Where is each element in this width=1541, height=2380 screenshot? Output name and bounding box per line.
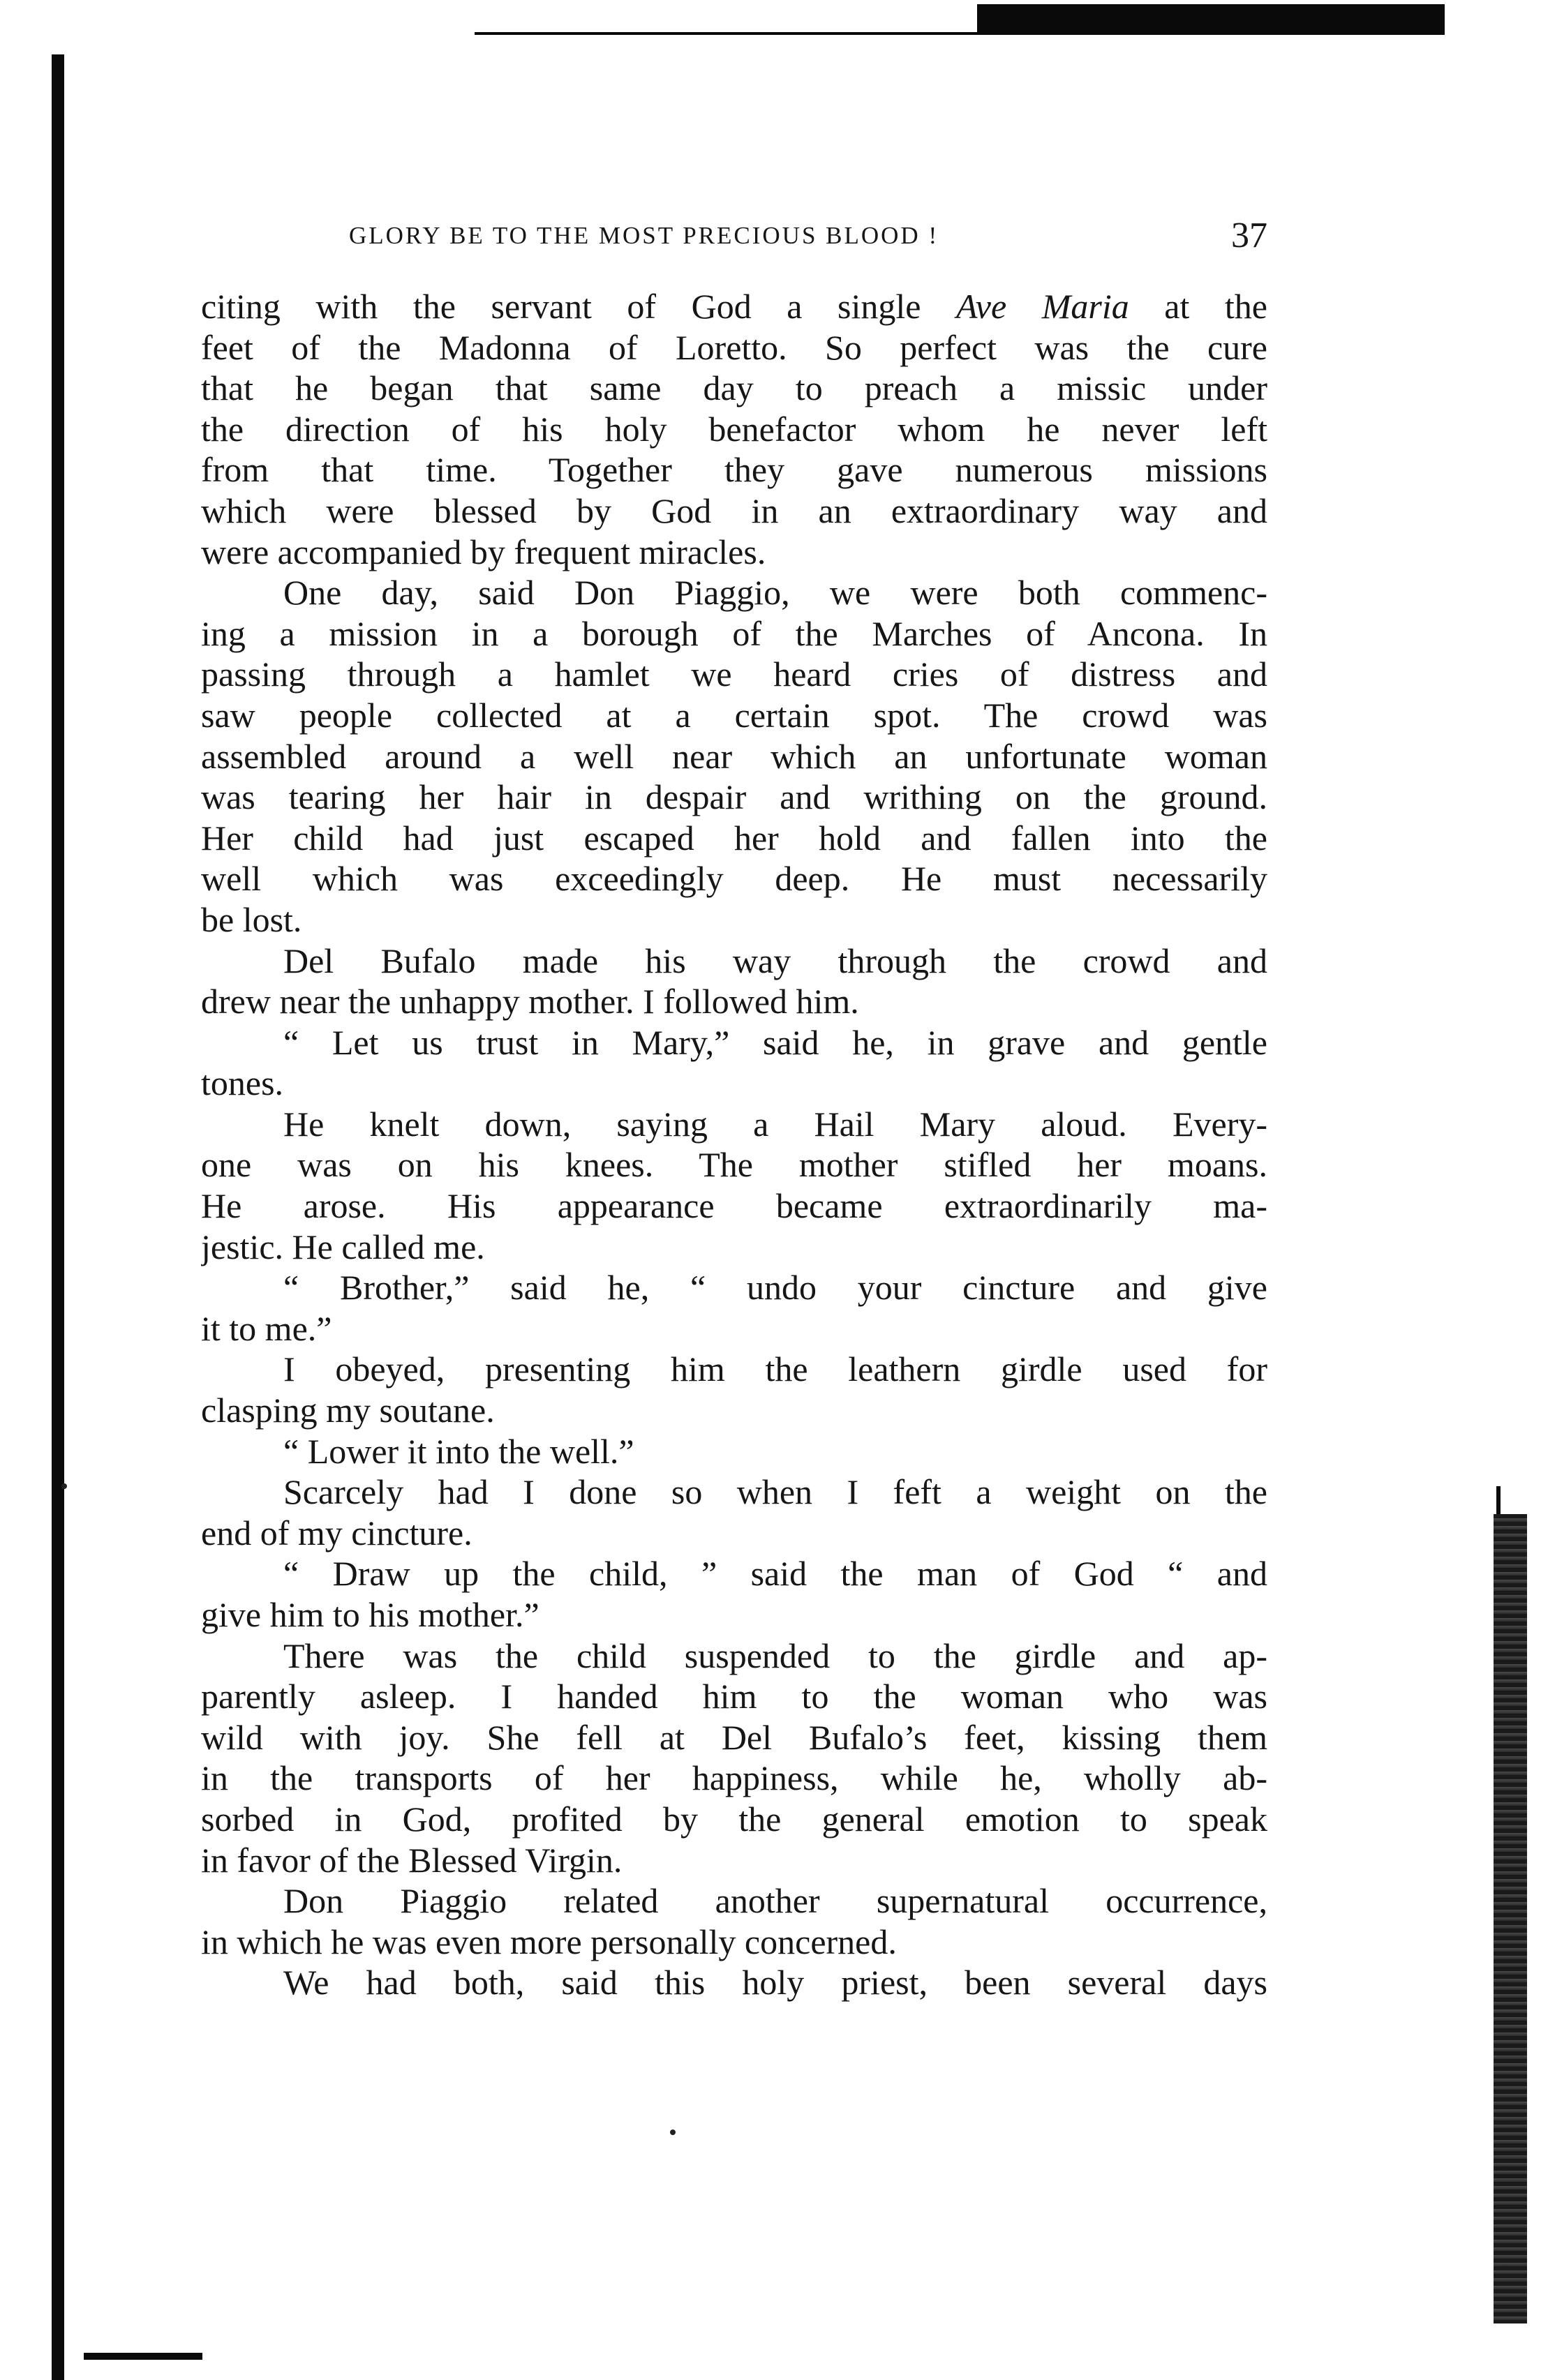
text-line: that he began that same day to preach a missic under <box>201 368 1267 408</box>
text-line: Her child had just escaped her hold and fallen into the <box>201 818 1267 858</box>
text-line: saw people collected at a certain spot. The crowd was <box>201 695 1267 735</box>
text-line: well which was exceedingly deep. He must necessarily <box>201 859 1267 899</box>
scan-bottom-mark <box>84 2353 202 2360</box>
text-line: wild with joy. She fell at Del Bufalo’s feet, kissing them <box>201 1717 1267 1757</box>
paragraph-start-line: I obeyed, presenting him the leathern girdle used for <box>283 1349 1267 1389</box>
page-number: 37 <box>1231 216 1267 255</box>
text-line: in the transports of her happiness, while he, wholly ab- <box>201 1758 1267 1798</box>
italic-phrase: Ave Maria <box>956 287 1129 326</box>
text-line: assembled around a well near which an unfortunate woman <box>201 736 1267 776</box>
text-line: in which he was even more personally concerned. <box>201 1922 897 1961</box>
text-line: sorbed in God, profited by the general emotion to speak <box>201 1799 1267 1839</box>
paragraph-start-line: Scarcely had I done so when I feft a weight on the <box>283 1472 1267 1512</box>
text-line: were accompanied by frequent miracles. <box>201 532 766 571</box>
body-text <box>201 286 1267 2003</box>
paragraph-start-line: “ Draw up the child, ” said the man of God “ and <box>283 1554 1267 1594</box>
text-line: which were blessed by God in an extraordinary way and <box>201 491 1267 530</box>
text-line: in favor of the Blessed Virgin. <box>201 1840 623 1880</box>
text-line: give him to his mother.” <box>201 1595 539 1634</box>
paragraph-start-line: He knelt down, saying a Hail Mary aloud. Every- <box>283 1104 1267 1144</box>
scan-right-tick <box>1496 1486 1501 1517</box>
paragraph-start-line: “ Let us trust in Mary,” said he, in grave and gentle <box>283 1022 1267 1062</box>
scan-right-edge <box>1494 1514 1527 2323</box>
text-line: one was on his knees. The mother stifled her moans. <box>201 1145 1267 1185</box>
text-line: parently asleep. I handed him to the woman who was <box>201 1677 1267 1716</box>
text-line: drew near the unhappy mother. I followed him. <box>201 982 859 1021</box>
scan-speck <box>61 1483 67 1489</box>
scan-speck <box>670 2130 676 2135</box>
paragraph-start-line: We had both, said this holy priest, been several days <box>283 1963 1267 2003</box>
running-head <box>202 218 1267 260</box>
scan-left-edge <box>52 54 64 2380</box>
text-line: from that time. Together they gave numerous missions <box>201 450 1267 490</box>
text-line: tones. <box>201 1063 284 1103</box>
text-line: citing with the servant of God a single Ave Maria at the <box>201 287 1267 326</box>
text-line: ing a mission in a borough of the Marches of Ancona. In <box>201 613 1267 653</box>
text-line: be lost. <box>201 899 302 939</box>
text-line: end of my cincture. <box>201 1513 472 1552</box>
paragraph-start-line: “ Brother,” said he, “ undo your cincture and give <box>283 1268 1267 1308</box>
text-line: feet of the Madonna of Loretto. So perfect was the cure <box>201 327 1267 367</box>
paragraph-start-line: “ Lower it into the well.” <box>283 1431 634 1471</box>
text-line: it to me.” <box>201 1308 332 1348</box>
running-title: GLORY BE TO THE MOST PRECIOUS BLOOD ! <box>349 222 939 249</box>
paragraph-start-line: Del Bufalo made his way through the crowd and <box>283 941 1267 980</box>
paragraph-start-line: Don Piaggio related another supernatural occurrence, <box>283 1881 1267 1921</box>
paragraph-start-line: There was the child suspended to the girdle and ap- <box>283 1636 1267 1675</box>
text-line: the direction of his holy benefactor whom he never left <box>201 409 1267 449</box>
text-line: was tearing her hair in despair and writhing on the ground. <box>201 777 1267 817</box>
paragraph-start-line: One day, said Don Piaggio, we were both commenc- <box>283 573 1267 613</box>
text-line: passing through a hamlet we heard cries of distress and <box>201 654 1267 694</box>
text-line: He arose. His appearance became extraordinarily ma- <box>201 1186 1267 1226</box>
scan-top-bar <box>977 4 1445 35</box>
text-line: clasping my soutane. <box>201 1391 495 1430</box>
text-line: jestic. He called me. <box>201 1227 485 1266</box>
